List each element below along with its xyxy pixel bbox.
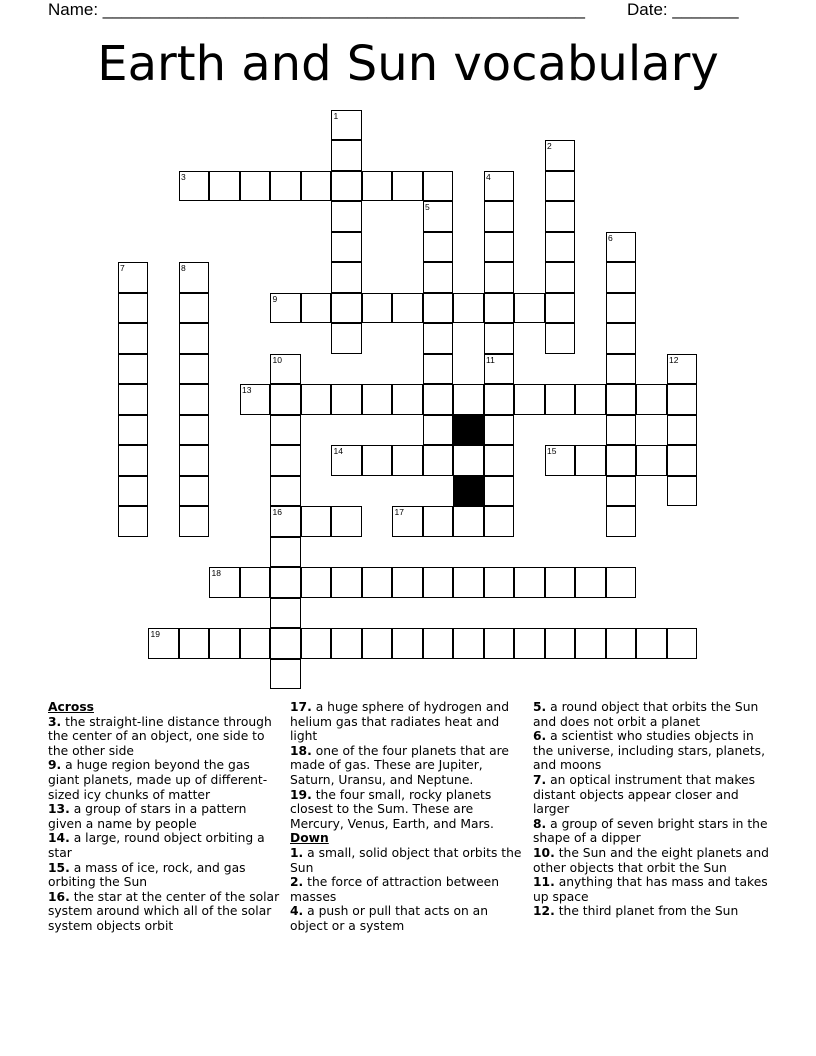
grid-cell[interactable] (423, 293, 454, 324)
clue-item-text: the force of attraction between masses (290, 875, 500, 904)
clue-item (48, 831, 284, 860)
clue-item-text: the Sun and the eight planets and other objects that orbit the Sun (533, 845, 769, 875)
grid-cell[interactable] (270, 171, 301, 202)
clue-item-number: 11. (533, 875, 555, 890)
grid-cell[interactable] (118, 506, 149, 537)
grid-cell[interactable] (636, 628, 667, 659)
clue-column-1 (48, 700, 284, 934)
date-field[interactable]: Date: _______ (627, 0, 739, 19)
grid-cell[interactable] (514, 384, 545, 415)
clue-item (290, 875, 526, 904)
grid-cell[interactable] (270, 476, 301, 507)
clue-item (533, 773, 773, 817)
grid-cell[interactable] (514, 628, 545, 659)
grid-cell[interactable] (484, 354, 515, 385)
grid-cell[interactable] (636, 445, 667, 476)
grid-cell[interactable] (545, 171, 576, 202)
grid-cell[interactable] (423, 323, 454, 354)
grid-cell[interactable] (392, 628, 423, 659)
grid-cell[interactable] (484, 262, 515, 293)
across-heading: Across (48, 700, 94, 714)
clue-item (290, 788, 526, 832)
clue-item (48, 890, 284, 934)
grid-cell[interactable] (392, 506, 423, 537)
grid-cell[interactable] (423, 384, 454, 415)
clue-number: 13 (242, 385, 252, 395)
grid-cell[interactable] (209, 567, 240, 598)
grid-cell[interactable] (179, 354, 210, 385)
down-heading: Down (290, 831, 329, 846)
grid-cell[interactable] (240, 171, 271, 202)
grid-cell[interactable] (179, 476, 210, 507)
grid-cell[interactable] (423, 445, 454, 476)
grid-cell[interactable] (423, 201, 454, 232)
clue-item-number: 3. (48, 714, 62, 729)
clue-item-number: 2. (290, 875, 304, 890)
clue-item (48, 758, 284, 802)
grid-cell[interactable] (301, 567, 332, 598)
grid-cell[interactable] (484, 445, 515, 476)
page-title: Earth and Sun vocabulary (97, 36, 719, 92)
grid-cell[interactable] (362, 384, 393, 415)
clue-item-text: a huge sphere of hydrogen and helium gas that radiates heat and light (290, 700, 510, 744)
grid-cell[interactable] (423, 567, 454, 598)
grid-cell[interactable] (453, 628, 484, 659)
clue-item-number: 9. (48, 758, 62, 773)
clue-item-text: a push or pull that acts on an object or a system (290, 904, 488, 933)
grid-cell[interactable] (545, 262, 576, 293)
grid-cell[interactable] (331, 445, 362, 476)
clue-column-3 (533, 700, 773, 919)
black-cell (453, 476, 484, 507)
clue-item (290, 904, 526, 933)
grid-cell[interactable] (362, 171, 393, 202)
grid-cell[interactable] (667, 628, 698, 659)
clue-item-number: 4. (290, 904, 304, 919)
grid-cell[interactable] (301, 506, 332, 537)
clue-number: 11 (486, 354, 495, 365)
clue-item-number: 1. (290, 845, 304, 860)
grid-cell[interactable] (606, 567, 637, 598)
grid-cell[interactable] (392, 567, 423, 598)
clue-item (533, 729, 773, 773)
grid-cell[interactable] (331, 140, 362, 171)
clue-item-text: a group of stars in a pattern given a name by people (48, 802, 247, 831)
grid-cell[interactable] (606, 415, 637, 446)
clue-item (48, 715, 284, 759)
grid-cell[interactable] (331, 201, 362, 232)
grid-cell[interactable] (575, 384, 606, 415)
grid-cell[interactable] (301, 293, 332, 324)
clue-number: 5 (425, 202, 430, 212)
clue-item-text: a scientist who studies objects in the universe, including stars, planets, and moons (533, 729, 765, 773)
clue-item-number: 15. (48, 860, 70, 875)
grid-cell[interactable] (484, 171, 515, 202)
grid-cell[interactable] (606, 354, 637, 385)
grid-cell[interactable] (118, 262, 149, 293)
grid-cell[interactable] (301, 384, 332, 415)
grid-cell[interactable] (423, 506, 454, 537)
clue-item (48, 861, 284, 890)
clue-item-text: a mass of ice, rock, and gas orbiting the Sun (48, 860, 246, 890)
clue-item-number: 19. (290, 787, 312, 802)
grid-cell[interactable] (484, 628, 515, 659)
grid-cell[interactable] (545, 628, 576, 659)
grid-cell[interactable] (606, 262, 637, 293)
grid-cell[interactable] (392, 171, 423, 202)
grid-cell[interactable] (362, 567, 393, 598)
grid-cell[interactable] (484, 567, 515, 598)
clue-number: 15 (547, 446, 557, 456)
grid-cell[interactable] (301, 628, 332, 659)
grid-cell[interactable] (484, 293, 515, 324)
grid-cell[interactable] (667, 415, 698, 446)
grid-cell[interactable] (270, 506, 301, 537)
grid-cell[interactable] (270, 659, 301, 690)
clue-item-text: the star at the center of the solar system around which all of the solar system objects orbit (48, 889, 280, 933)
grid-cell[interactable] (606, 445, 637, 476)
grid-cell[interactable] (484, 232, 515, 263)
grid-cell[interactable] (270, 537, 301, 568)
grid-cell[interactable] (270, 354, 301, 385)
grid-cell[interactable] (667, 476, 698, 507)
clue-number: 8 (181, 263, 186, 273)
grid-cell[interactable] (331, 628, 362, 659)
grid-cell[interactable] (362, 293, 393, 324)
clue-item (533, 875, 773, 904)
grid-cell[interactable] (545, 384, 576, 415)
grid-cell[interactable] (179, 323, 210, 354)
grid-cell[interactable] (179, 384, 210, 415)
clue-item-number: 10. (533, 845, 555, 860)
grid-cell[interactable] (484, 323, 515, 354)
clue-item (533, 817, 773, 846)
clue-item (48, 802, 284, 831)
clue-number: 3 (181, 171, 186, 182)
grid-cell[interactable] (453, 567, 484, 598)
clue-item-text: the straight-line distance through the center of an object, one side to the other side (48, 714, 272, 758)
clue-item (290, 700, 526, 744)
grid-cell[interactable] (484, 476, 515, 507)
grid-cell[interactable] (331, 171, 362, 202)
grid-cell[interactable] (270, 567, 301, 598)
grid-cell[interactable] (514, 293, 545, 324)
grid-cell[interactable] (545, 567, 576, 598)
grid-cell[interactable] (606, 323, 637, 354)
clue-item-number: 17. (290, 700, 312, 714)
grid-cell[interactable] (179, 293, 210, 324)
grid-cell[interactable] (118, 323, 149, 354)
grid-cell[interactable] (423, 354, 454, 385)
clue-number: 10 (272, 354, 282, 365)
grid-cell[interactable] (362, 628, 393, 659)
grid-cell[interactable] (484, 201, 515, 232)
clue-item-number: 18. (290, 743, 312, 758)
grid-cell[interactable] (484, 415, 515, 446)
grid-cell[interactable] (270, 384, 301, 415)
grid-cell[interactable] (270, 445, 301, 476)
grid-cell[interactable] (118, 476, 149, 507)
grid-cell[interactable] (667, 354, 698, 385)
clue-number: 9 (272, 293, 278, 304)
clue-item-text: a round object that orbits the Sun and does not orbit a planet (533, 700, 759, 729)
grid-cell[interactable] (575, 445, 606, 476)
clue-item-number: 14. (48, 831, 70, 846)
clue-item-number: 6. (533, 729, 547, 744)
grid-cell[interactable] (423, 628, 454, 659)
clue-item-number: 5. (533, 700, 547, 714)
clue-item-text: an optical instrument that makes distant objects appear closer and larger (533, 772, 755, 817)
grid-cell[interactable] (240, 567, 271, 598)
grid-cell[interactable] (606, 506, 637, 537)
clue-number: 7 (120, 263, 125, 273)
grid-cell[interactable] (606, 384, 637, 415)
grid-cell[interactable] (423, 415, 454, 446)
clue-number: 12 (669, 354, 679, 365)
clue-item (533, 846, 773, 875)
grid-cell[interactable] (423, 232, 454, 263)
grid-cell[interactable] (392, 445, 423, 476)
grid-cell[interactable] (331, 110, 362, 141)
grid-cell[interactable] (453, 293, 484, 324)
grid-cell[interactable] (606, 232, 637, 263)
grid-cell[interactable] (209, 171, 240, 202)
clue-number: 16 (272, 507, 282, 517)
clue-item-text: a group of seven bright stars in the shape of a dipper (533, 816, 768, 846)
clue-number: 17 (394, 507, 404, 517)
grid-cell[interactable] (453, 506, 484, 537)
clue-number: 18 (211, 568, 221, 578)
clue-item (533, 700, 773, 729)
grid-cell[interactable] (453, 384, 484, 415)
clue-item-number: 16. (48, 889, 70, 904)
grid-cell[interactable] (118, 384, 149, 415)
grid-cell[interactable] (179, 171, 210, 202)
grid-cell[interactable] (667, 445, 698, 476)
grid-cell[interactable] (331, 232, 362, 263)
grid-cell[interactable] (636, 384, 667, 415)
clue-number: 19 (150, 629, 160, 639)
grid-cell[interactable] (484, 506, 515, 537)
grid-cell[interactable] (240, 628, 271, 659)
grid-cell[interactable] (606, 293, 637, 324)
clue-number: 1 (333, 110, 339, 121)
grid-cell[interactable] (179, 445, 210, 476)
clue-item-text: a huge region beyond the gas giant planets, made up of different-sized icy chunks of matter (48, 758, 268, 802)
grid-cell[interactable] (514, 567, 545, 598)
clue-item (533, 904, 773, 919)
grid-cell[interactable] (301, 171, 332, 202)
grid-cell[interactable] (484, 384, 515, 415)
black-cell (453, 415, 484, 446)
clue-item-text: a large, round object orbiting a star (48, 831, 265, 860)
grid-cell[interactable] (545, 232, 576, 263)
grid-cell[interactable] (545, 140, 576, 171)
grid-cell[interactable] (453, 445, 484, 476)
grid-cell[interactable] (545, 293, 576, 324)
grid-cell[interactable] (118, 354, 149, 385)
grid-cell[interactable] (606, 476, 637, 507)
grid-cell[interactable] (270, 293, 301, 324)
grid-cell[interactable] (575, 628, 606, 659)
grid-cell[interactable] (331, 262, 362, 293)
grid-cell[interactable] (606, 628, 637, 659)
grid-cell[interactable] (331, 506, 362, 537)
grid-cell[interactable] (423, 262, 454, 293)
grid-cell[interactable] (209, 628, 240, 659)
grid-cell[interactable] (362, 445, 393, 476)
clue-number: 14 (333, 446, 343, 456)
clue-item-text: one of the four planets that are made of gas. These are Jupiter, Saturn, Uransu, and Neptune. (290, 743, 509, 787)
grid-cell[interactable] (118, 293, 149, 324)
grid-cell[interactable] (331, 384, 362, 415)
grid-cell[interactable] (179, 262, 210, 293)
grid-cell[interactable] (331, 293, 362, 324)
grid-cell[interactable] (270, 415, 301, 446)
clue-column-2 (290, 700, 526, 934)
grid-cell[interactable] (270, 598, 301, 629)
clue-number: 4 (486, 171, 491, 182)
clue-item-number: 7. (533, 772, 547, 787)
grid-cell[interactable] (575, 567, 606, 598)
grid-cell[interactable] (118, 415, 149, 446)
clue-item-text: a small, solid object that orbits the Sun (290, 845, 522, 875)
clue-item-number: 13. (48, 802, 70, 817)
grid-cell[interactable] (179, 415, 210, 446)
grid-cell[interactable] (179, 506, 210, 537)
grid-cell[interactable] (545, 201, 576, 232)
grid-cell[interactable] (545, 445, 576, 476)
grid-cell[interactable] (118, 445, 149, 476)
grid-cell[interactable] (392, 384, 423, 415)
clue-item (290, 744, 526, 788)
clue-item (290, 846, 526, 875)
clue-item-text: anything that has mass and takes up space (533, 875, 768, 904)
clue-number: 2 (547, 141, 552, 151)
grid-cell[interactable] (331, 323, 362, 354)
grid-cell[interactable] (545, 323, 576, 354)
grid-cell[interactable] (423, 171, 454, 202)
clue-item-text: the third planet from the Sun (554, 904, 739, 919)
grid-cell[interactable] (270, 628, 301, 659)
grid-cell[interactable] (148, 628, 179, 659)
name-field[interactable]: Name: ___________________________________________________ (48, 0, 585, 19)
clue-item-text: the four small, rocky planets closest to the Sum. These are Mercury, Venus, Earth, and Mars. (290, 787, 494, 831)
grid-cell[interactable] (179, 628, 210, 659)
grid-cell[interactable] (331, 567, 362, 598)
grid-cell[interactable] (667, 384, 698, 415)
clue-number: 6 (608, 232, 613, 243)
clue-item-number: 12. (533, 904, 555, 919)
clue-item-number: 8. (533, 816, 547, 831)
grid-cell[interactable] (392, 293, 423, 324)
grid-cell[interactable] (240, 384, 271, 415)
